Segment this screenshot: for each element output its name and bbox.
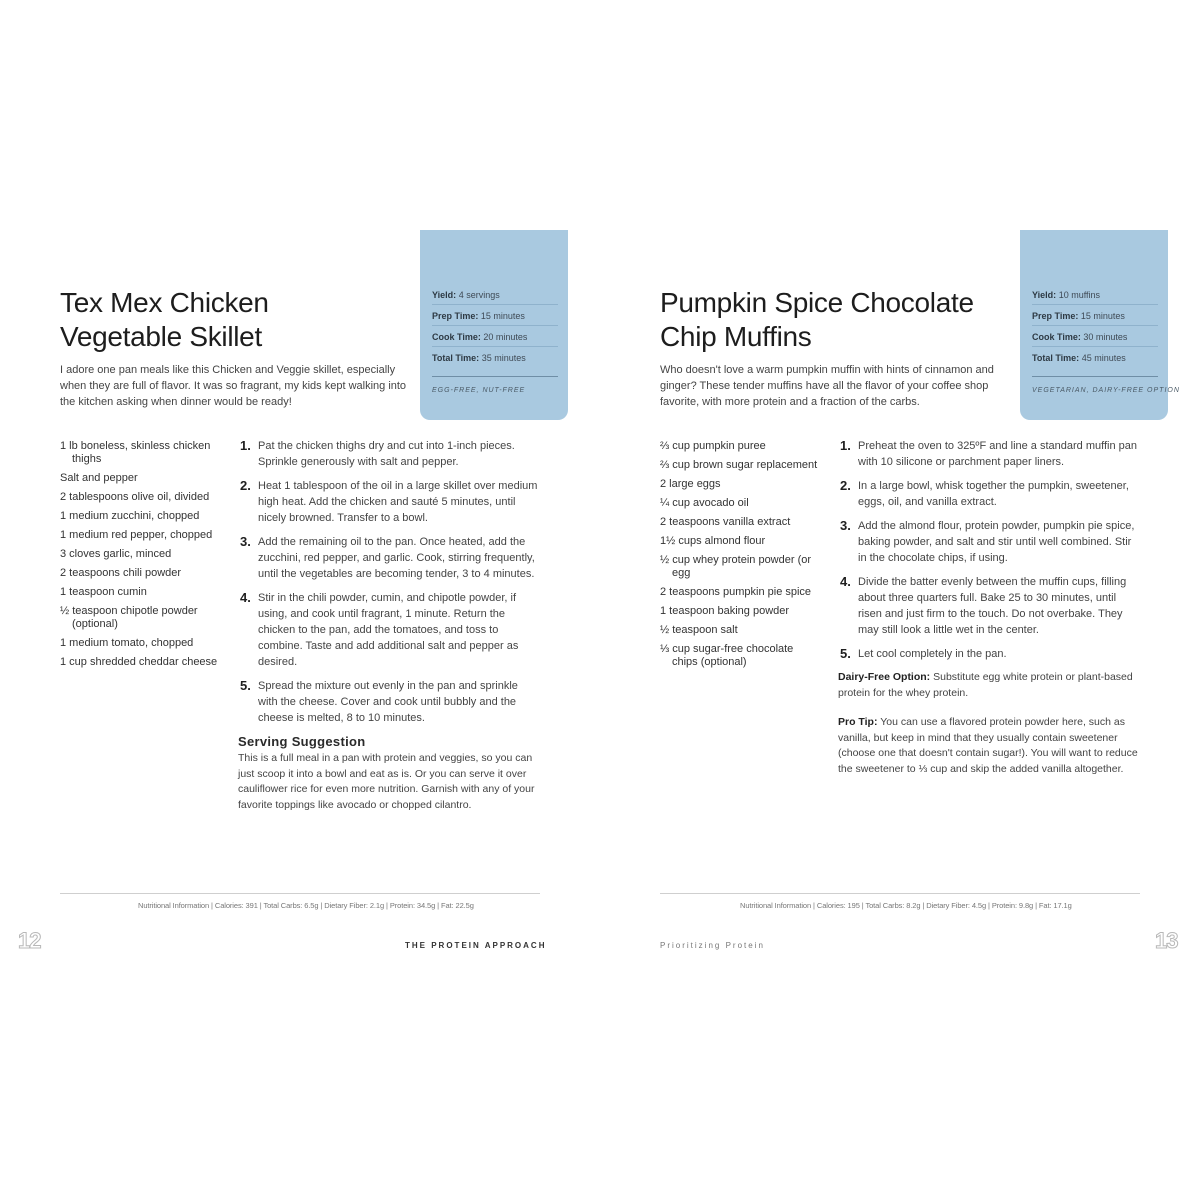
ingredient-item: ⅔ cup brown sugar replacement <box>660 459 818 471</box>
recipe-info-box <box>1020 230 1180 420</box>
ingredient-item: 3 cloves garlic, minced <box>60 548 172 560</box>
yield-row: Yield: 10 muffins <box>1032 288 1158 305</box>
running-head: THE PROTEIN APPROACH <box>405 941 547 950</box>
ingredient-item: 2 large eggs <box>660 478 721 490</box>
prep-time-row: Prep Time: 15 minutes <box>432 309 558 326</box>
step-text: Let cool completely in the pan. <box>858 648 1007 660</box>
ingredient-item: ⅔ cup pumpkin puree <box>660 440 766 452</box>
ingredient-item: Salt and pepper <box>60 472 138 484</box>
instruction-step <box>838 518 1140 566</box>
step-number: 2. <box>240 478 251 493</box>
step-text: Divide the batter evenly between the muffin cups, filling about three quarters full. Bake 25 to 30 minutes, until risen and just firm to the touch. Do not overbake. They may still look a little wet in the center. <box>858 576 1127 636</box>
ingredient-item: ¼ cup avocado oil <box>660 497 749 509</box>
step-text: Spread the mixture out evenly in the pan and sprinkle with the cheese. Cover and cook until bubbly and the cheese is melted, 8 to 10 minutes. <box>258 680 518 724</box>
ingredient-item: 2 teaspoons pumpkin pie spice <box>660 586 812 598</box>
ingredient-item: 1 medium tomato, chopped <box>60 637 194 649</box>
step-number: 1. <box>240 438 251 453</box>
ingredient-item: 1½ cups almond flour <box>660 535 766 547</box>
cook-time-row: Cook Time: 30 minutes <box>1032 330 1158 347</box>
serving-suggestion-heading: Serving Suggestion <box>238 734 366 749</box>
step-number: 1. <box>840 438 851 453</box>
ingredient-item: 2 tablespoons olive oil, divided <box>60 491 210 503</box>
instruction-step <box>838 646 1140 662</box>
step-text: Stir in the chili powder, cumin, and chipotle powder, if using, and cook until fragrant, 1 minute. Return the chicken to the pan, add the tomatoes, and toss to combine. Taste and add additional salt and pepper as desired. <box>258 592 519 668</box>
step-number: 5. <box>840 646 851 661</box>
yield-row: Yield: 4 servings <box>432 288 558 305</box>
page-number: 13 <box>1155 928 1178 953</box>
total-time-row: Total Time: 45 minutes <box>1032 353 1126 363</box>
step-text: Pat the chicken thighs dry and cut into 1-inch pieces. Sprinkle generously with salt and pepper. <box>258 440 515 468</box>
serving-suggestion-text: This is a full meal in a pan with protein and veggies, so you can just scoop it into a bowl and eat as is. Or you can serve it over cauliflower rice for even more nutrition. Garnish with any of your favorite toppings like avocado or chopped cilantro. <box>238 752 535 811</box>
recipe-title: Pumpkin Spice Chocolate Chip Muffins <box>660 287 974 352</box>
instruction-step <box>238 678 540 726</box>
recipe-title: Tex Mex Chicken Vegetable Skillet <box>60 287 269 352</box>
nutrition-info: Nutritional Information | Calories: 195 | Total Carbs: 8.2g | Dietary Fiber: 4.5g | Protein: 9.8g | Fat: 17.1g <box>740 901 1072 910</box>
ingredient-list <box>60 440 220 675</box>
ingredient-list <box>660 440 820 675</box>
step-text: Add the almond flour, protein powder, pumpkin pie spice, baking powder, and salt and stir until well combined. Stir in the chocolate chips, if using. <box>858 520 1135 564</box>
total-time-row: Total Time: 35 minutes <box>432 353 526 363</box>
step-number: 5. <box>240 678 251 693</box>
ingredient-item: 1 medium zucchini, chopped <box>60 510 200 522</box>
step-text: Add the remaining oil to the pan. Once heated, add the zucchini, red pepper, and garlic. Cook, stirring frequently, until the vegetables are becoming tender, 3 to 4 minutes. <box>258 536 535 580</box>
step-number: 2. <box>840 478 851 493</box>
ingredient-item: ½ teaspoon salt <box>660 624 738 636</box>
step-number: 3. <box>840 518 851 533</box>
diet-tags: EGG-FREE, NUT-FREE <box>432 376 558 394</box>
dairy-free-option: Dairy-Free Option: Substitute egg white protein or plant-based protein for the whey protein. <box>838 671 1133 699</box>
instructions <box>838 438 1140 791</box>
right-page <box>600 0 1200 1200</box>
instruction-step <box>238 438 540 470</box>
instruction-step <box>238 534 540 582</box>
instruction-step <box>838 574 1140 638</box>
ingredient-item: ⅓ cup sugar-free chocolate chips (optional) <box>660 643 794 668</box>
page-number: 12 <box>18 928 41 953</box>
instructions <box>238 438 540 827</box>
recipe-intro: Who doesn't love a warm pumpkin muffin with hints of cinnamon and ginger? These tender muffins have all the flavor of your coffee shop favorite, with more protein and a fraction of the carbs. <box>660 364 994 408</box>
ingredient-item: 1 cup shredded cheddar cheese <box>60 656 218 668</box>
instruction-step <box>238 478 540 526</box>
ingredient-item: 1 lb boneless, skinless chicken thighs <box>60 440 211 465</box>
step-number: 4. <box>840 574 851 589</box>
ingredient-item: ½ teaspoon chipotle powder (optional) <box>60 605 198 630</box>
ingredient-item: ½ cup whey protein powder (or egg <box>660 554 812 579</box>
ingredient-item: 1 medium red pepper, chopped <box>60 529 213 541</box>
diet-tags: VEGETARIAN, DAIRY-FREE OPTION <box>1032 376 1158 394</box>
running-head: Prioritizing Protein <box>660 941 765 950</box>
ingredient-item: 1 teaspoon cumin <box>60 586 147 598</box>
ingredient-item: 1 teaspoon baking powder <box>660 605 790 617</box>
step-number: 3. <box>240 534 251 549</box>
prep-time-row: Prep Time: 15 minutes <box>1032 309 1158 326</box>
ingredient-item: 2 teaspoons chili powder <box>60 567 182 579</box>
nutrition-info: Nutritional Information | Calories: 391 | Total Carbs: 6.5g | Dietary Fiber: 2.1g | Protein: 34.5g | Fat: 22.5g <box>138 901 474 910</box>
step-number: 4. <box>240 590 251 605</box>
footer-divider <box>660 893 1140 894</box>
recipe-info-box <box>420 230 568 420</box>
instruction-step <box>838 438 1140 470</box>
footer-divider <box>60 893 540 894</box>
instruction-step <box>838 478 1140 510</box>
step-text: In a large bowl, whisk together the pumpkin, sweetener, eggs, oil, and vanilla extract. <box>858 480 1129 508</box>
ingredient-item: 2 teaspoons vanilla extract <box>660 516 791 528</box>
step-text: Heat 1 tablespoon of the oil in a large skillet over medium high heat. Add the chicken and sauté 5 minutes, until nicely browned. Transfer to a bowl. <box>258 480 538 524</box>
instruction-step <box>238 590 540 670</box>
cook-time-row: Cook Time: 20 minutes <box>432 330 558 347</box>
recipe-intro: I adore one pan meals like this Chicken and Veggie skillet, especially when they are full of flavor. It was so fragrant, my kids kept walking into the kitchen asking when dinner would be ready! <box>60 364 407 408</box>
pro-tip: Pro Tip: You can use a flavored protein powder here, such as vanilla, but keep in mind that they usually contain sweetener (choose one that doesn't contain sugar!). You will want to reduce the sweetener to ⅓ cup and skip the added vanilla altogether. <box>838 716 1138 775</box>
step-text: Preheat the oven to 325ºF and line a standard muffin pan with 10 silicone or parchment paper liners. <box>858 440 1138 468</box>
